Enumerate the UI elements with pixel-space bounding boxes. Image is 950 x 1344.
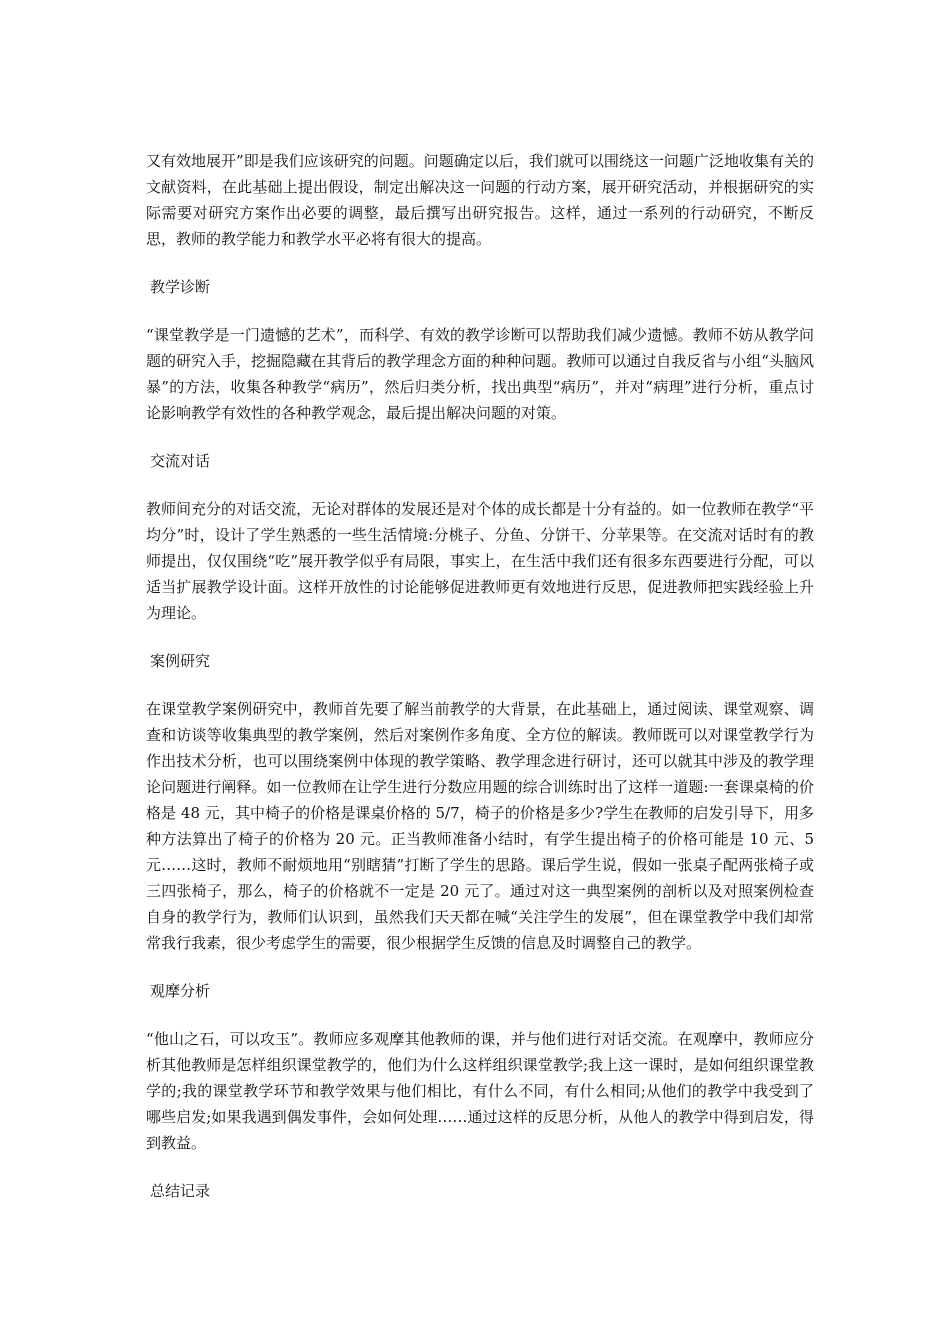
spacer [146, 252, 814, 274]
spacer [146, 626, 814, 648]
spacer [146, 426, 814, 448]
spacer [146, 300, 814, 322]
paragraph-dialogue: 教师间充分的对话交流，无论对群体的发展还是对个体的成长都是十分有益的。如一位教师在教学“平均分”时，设计了学生熟悉的一些生活情境:分桃子、分鱼、分饼干、分苹果等。在交流对话时有的教师提出，仅仅围绕“吃”展开教学似乎有局限，事实上，在生活中我们还有很多东西要进行分配，可以适当扩展教学设计面。这样开放性的讨论能够促进教师更有效地进行反思，促进教师把实践经验上升为理论。 [146, 500, 814, 622]
paragraph-case-study: 在课堂教学案例研究中，教师首先要了解当前教学的大背景，在此基础上，通过阅读、课堂观察、调查和访谈等收集典型的教学案例，然后对案例作多角度、全方位的解读。教师既可以对课堂教学行为作出技术分析，也可以围绕案例中体现的教学策略、教学理念进行研讨，还可以就其中涉及的教学理论问题进行阐释。如一位教师在让学生进行分数应用题的综合训练时出了这样一道题:一套课桌椅的价格是 48 元，其中椅子的价格是课桌价格的 5/7，椅子的价格是多少?学生在教师的启发引导下，用多种方法算出了椅子的价格为 20 元。正当教师准备小结时，有学生提出椅子的价格可能是 10 元、5 元……这时，教师不耐烦地用“别瞎猜”打断了学生的思路。课后学生说，假如一张桌子配两张椅子或三四张椅子，那么，椅子的价格就不一定是 20 元了。通过对这一典型案例的剖析以及对照案例检查自身的教学行为，教师们认识到，虽然我们天天都在喊“关注学生的发展”，但在课堂教学中我们却常常我行我素，很少考虑学生的需要，很少根据学生反馈的信息及时调整自己的教学。 [146, 700, 814, 952]
heading-teaching-diagnosis: 教学诊断 [150, 278, 211, 296]
spacer [146, 956, 814, 978]
spacer [146, 1156, 814, 1178]
paragraph-observation: “他山之石，可以攻玉”。教师应多观摩其他教师的课，并与他们进行对话交流。在观摩中，教师应分析其他教师是怎样组织课堂教学的，他们为什么这样组织课堂教学;我上这一课时，是如何组织课堂教学的;我的课堂教学环节和教学效果与他们相比，有什么不同，有什么相同;从他们的教学中我受到了哪些启发;如果我遇到偶发事件，会如何处理……通过这样的反思分析，从他人的教学中得到启发，得到教益。 [146, 1030, 814, 1152]
heading-summary: 总结记录 [150, 1182, 211, 1200]
heading-observation: 观摩分析 [150, 982, 211, 1000]
heading-dialogue: 交流对话 [150, 452, 211, 470]
document-page [146, 148, 814, 1204]
paragraph-action-research: 又有效地展开”即是我们应该研究的问题。问题确定以后，我们就可以围绕这一问题广泛地收集有关的文献资料，在此基础上提出假设，制定出解决这一问题的行动方案，展开研究活动，并根据研究的实际需要对研究方案作出必要的调整，最后撰写出研究报告。这样，通过一系列的行动研究，不断反思，教师的教学能力和教学水平必将有很大的提高。 [146, 152, 814, 248]
paragraph-teaching-diagnosis: “课堂教学是一门遗憾的艺术”，而科学、有效的教学诊断可以帮助我们减少遗憾。教师不妨从教学问题的研究入手，挖掘隐藏在其背后的教学理念方面的种种问题。教师可以通过自我反省与小组“头脑风暴”的方法，收集各种教学“病历”，然后归类分析，找出典型“病历”，并对“病理”进行分析，重点讨论影响教学有效性的各种教学观念，最后提出解决问题的对策。 [146, 326, 814, 422]
heading-case-study: 案例研究 [150, 652, 211, 670]
spacer [146, 674, 814, 696]
spacer [146, 1004, 814, 1026]
spacer [146, 474, 814, 496]
